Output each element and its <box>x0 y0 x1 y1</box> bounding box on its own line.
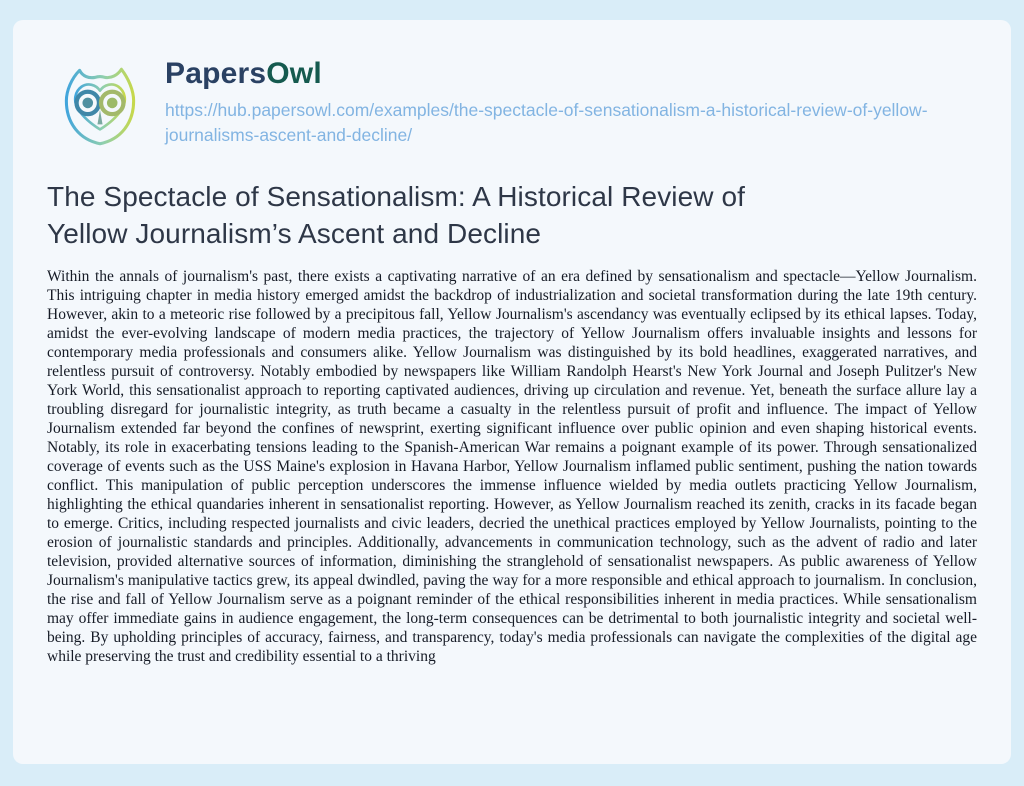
article-title: The Spectacle of Sensationalism: A Historical Review of Yellow Journalism’s Ascent and Decline <box>47 181 746 249</box>
brand-part-papers: Papers <box>165 57 267 90</box>
papersowl-owl-logo-icon <box>47 54 153 160</box>
header-text <box>165 54 977 148</box>
document-card <box>13 20 1011 764</box>
article-body: Within the annals of journalism's past, there exists a captivating narrative of an era defined by sensationalism and spectacle—Yellow Journalism. This intriguing chapter in media history emerged amidst the backdrop of industrialization and societal transformation during the late 19th century. However, akin to a meteoric rise followed by a precipitous fall, Yellow Journalism's ascendancy was eventually eclipsed by its ethical lapses. Today, amidst the ever-evolving landscape of modern media practices, the trajectory of Yellow Journalism offers invaluable insights and lessons for contemporary media professionals and consumers alike. Yellow Journalism was distinguished by its bold headlines, exaggerated narratives, and relentless pursuit of controversy. Notably embodied by newspapers like William Randolph Hearst's New York Journal and Joseph Pulitzer's New York World, this sensationalist approach to reporting captivated audiences, driving up circulation and revenue. Yet, beneath the surface allure lay a troubling disregard for journalistic integrity, as truth became a casualty in the relentless pursuit of profit and influence. The impact of Yellow Journalism extended far beyond the confines of newsprint, exerting significant influence over public opinion and even shaping historical events. Notably, its role in exacerbating tensions leading to the Spanish-American War remains a poignant example of its power. Through sensationalized coverage of events such as the USS Maine's explosion in Havana Harbor, Yellow Journalism inflamed public sentiment, pushing the nation towards conflict. This manipulation of public perception underscores the immense influence wielded by media outlets practicing Yellow Journalism, highlighting the ethical quandaries inherent in sensationalist reporting. However, as Yellow Journalism reached its zenith, cracks in its facade began to emerge. Critics, including respected journalists and civic leaders, decried the unethical practices employed by Yellow Journalists, pointing to the erosion of journalistic standards and principles. Additionally, advancements in communication technology, such as the advent of radio and later television, provided alternative sources of information, diminishing the stranglehold of sensationalist newspapers. As public awareness of Yellow Journalism's manipulative tactics grew, its appeal dwindled, paving the way for a more responsible and ethical approach to journalism. In conclusion, the rise and fall of Yellow Journalism serve as a poignant reminder of the ethical responsibilities inherent in media practices. While sensationalism may offer immediate gains in audience engagement, the long-term consequences can be detrimental to both journalistic integrity and societal well-being. By upholding principles of accuracy, fairness, and transparency, today's media professionals can navigate the complexities of the digital age while preserving the trust and credibility essential to a thriving <box>47 268 977 665</box>
brand-name <box>165 57 977 91</box>
header <box>47 54 977 160</box>
brand-part-owl: Owl <box>266 57 322 90</box>
page-url-link[interactable]: https://hub.papersowl.com/examples/the-spectacle-of-sensationalism-a-historical-review-of-yellow-journalisms-ascent-and-decline/ <box>165 100 928 145</box>
